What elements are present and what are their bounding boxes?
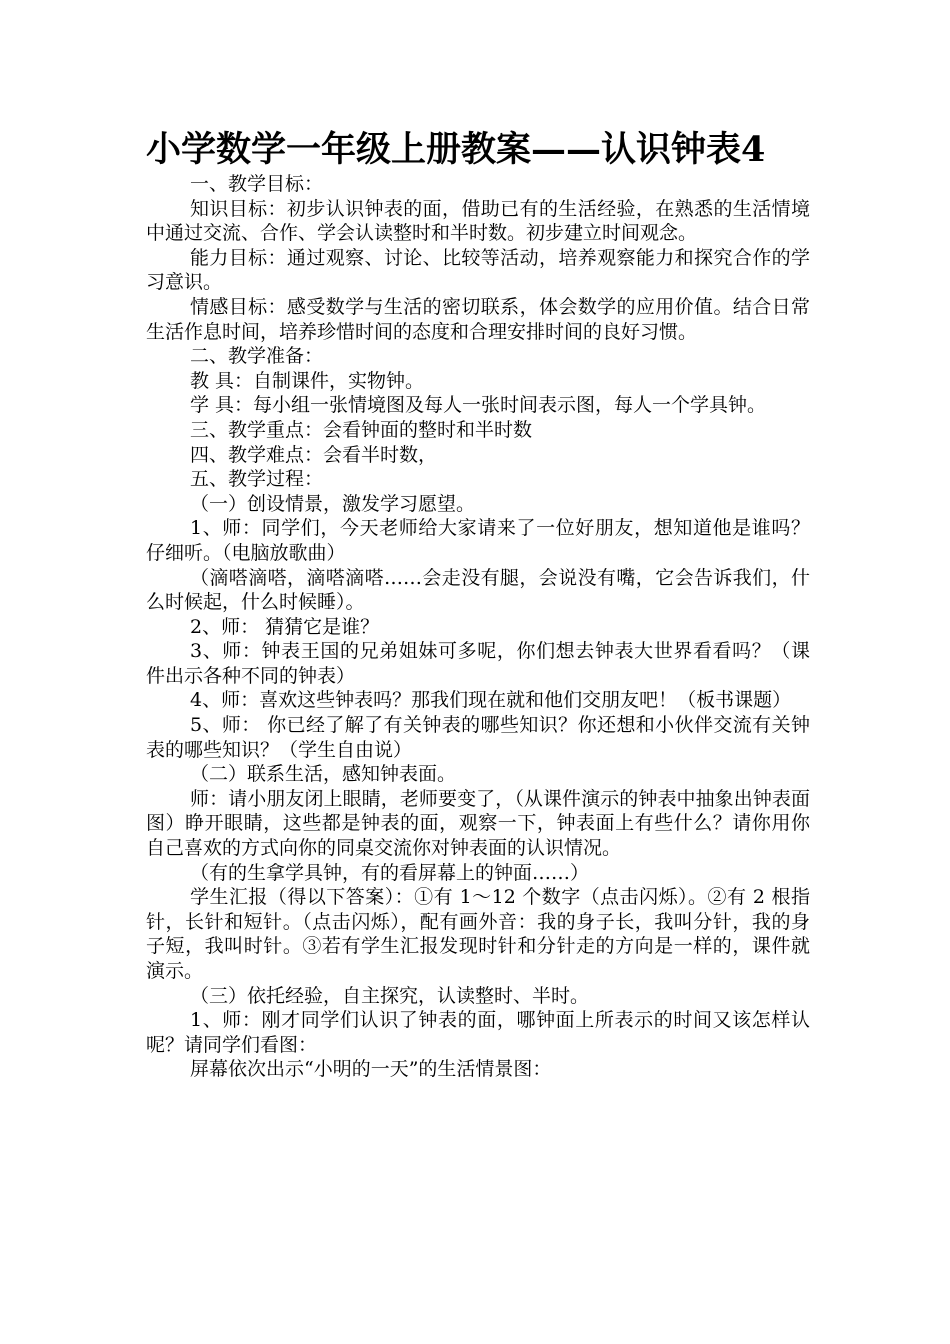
paragraph: 4、师：喜欢这些钟表吗？那我们现在就和他们交朋友吧！（板书课题）: [190, 689, 792, 712]
paragraph: 教 具：自制课件，实物钟。: [190, 369, 425, 392]
document-body: [146, 172, 810, 1082]
paragraph: （一）创设情景，激发学习愿望。: [190, 492, 476, 515]
paragraph: 一、教学目标：: [190, 173, 324, 195]
document-title: 小学数学一年级上册教案——认识钟表4: [146, 129, 766, 170]
paragraph: 四、教学难点：会看半时数，: [190, 443, 438, 466]
paragraph: 5、师： 你已经了解了有关钟表的哪些知识？你还想和小伙伴交流有关钟表的哪些知识？（学生自由说）: [146, 714, 810, 761]
paragraph: 情感目标：感受数学与生活的密切联系，体会数学的应用价值。结合日常生活作息时间，培养珍惜时间的态度和合理安排时间的良好习惯。: [146, 295, 810, 343]
paragraph: 1、师：刚才同学们认识了钟表的面，哪钟面上所表示的时间又该怎样认呢？请同学们看图：: [146, 1009, 810, 1056]
paragraph: 知识目标：初步认识钟表的面，借助已有的生活经验，在熟悉的生活情境中通过交流、合作、学会认读整时和半时数。初步建立时间观念。: [146, 197, 810, 245]
paragraph: 二、教学准备：: [190, 345, 324, 368]
paragraph: （有的生拿学具钟，有的看屏幕上的钟面……）: [190, 861, 590, 884]
paragraph: 学 具：每小组一张情境图及每人一张时间表示图，每人一个学具钟。: [190, 394, 767, 417]
paragraph: 屏幕依次出示“小明的一天”的生活情景图：: [190, 1058, 552, 1081]
paragraph: 学生汇报（得以下答案）：①有 1～12 个数字（点击闪烁）。②有 2 根指针，长针和短针。（点击闪烁），配有画外音：我的身子长，我叫分针，我的身子短，我叫时针。③若有学生汇报发现时针和分针走的方向是一样的，课件就演示。: [146, 886, 810, 982]
paragraph: 1、师：同学们，今天老师给大家请来了一位好朋友，想知道他是谁吗？仔细听。（电脑放歌曲）: [146, 517, 810, 564]
paragraph: 师：请小朋友闭上眼睛，老师要变了，（从课件演示的钟表中抽象出钟表面图）睁开眼睛，这些都是钟表的面，观察一下，钟表面上有些什么？请你用你自己喜欢的方式向你的同桌交流你对钟表面的认识情况。: [146, 787, 810, 860]
paragraph: （二）联系生活，感知钟表面。: [190, 763, 457, 786]
paragraph: （三）依托经验，自主探究，认读整时、半时。: [190, 984, 590, 1007]
paragraph: （滴嗒滴嗒，滴嗒滴嗒……会走没有腿，会说没有嘴，它会告诉我们，什么时候起，什么时候睡）。: [146, 566, 810, 614]
paragraph: 能力目标：通过观察、讨论、比较等活动，培养观察能力和探究合作的学习意识。: [146, 246, 810, 294]
paragraph: 三、教学重点：会看钟面的整时和半时数: [190, 418, 533, 441]
paragraph: 3、师：钟表王国的兄弟姐妹可多呢，你们想去钟表大世界看看吗？（课件出示各种不同的钟表）: [146, 640, 810, 687]
paragraph: 五、教学过程：: [190, 468, 324, 491]
paragraph: 2、师： 猜猜它是谁？: [190, 615, 380, 638]
